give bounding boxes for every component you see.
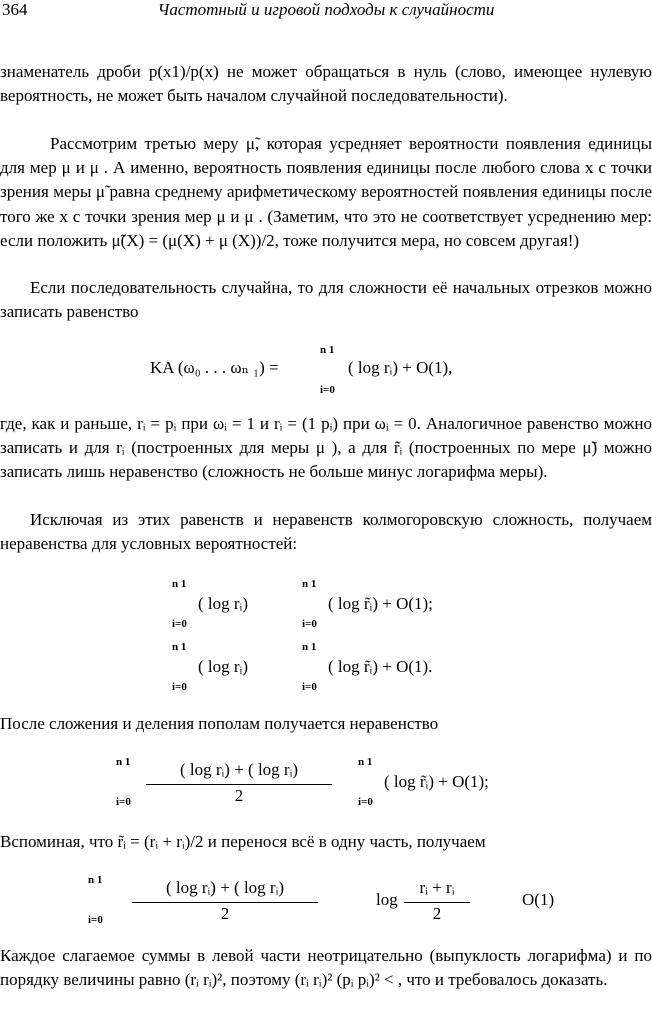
sum-lower-limit: i=0 — [88, 914, 103, 926]
sum-lower-limit: i=0 — [172, 681, 187, 693]
sum-upper-limit: n 1 — [302, 641, 317, 653]
fraction-denominator: 2 — [234, 786, 244, 805]
inequality-1-right: ( log r̃ᵢ) + O(1); — [328, 594, 433, 613]
paragraph-5: Исключая из этих равенств и неравенств колмогоровскую сложность, получаем неравенства для условных вероятностей: — [0, 510, 652, 554]
inequality-2-right: ( log r̃ᵢ) + O(1). — [328, 657, 433, 676]
paragraph-3: Если последовательность случайна, то для сложности её начальных отрезков можно записать равенство — [0, 278, 652, 322]
sum-upper-limit: n 1 — [116, 756, 131, 768]
inequality-2-left: ( log rᵢ) — [198, 657, 248, 676]
equation-1-rhs: ( log rᵢ) + O(1), — [348, 358, 453, 377]
sum-upper-limit: n 1 — [172, 641, 187, 653]
sum-upper-limit: n 1 — [88, 874, 103, 886]
log-operator: log — [376, 890, 398, 909]
sum-lower-limit: i=0 — [302, 618, 317, 630]
fraction-bar — [132, 902, 318, 903]
page-number: 364 — [2, 0, 28, 19]
fraction-bar — [146, 784, 332, 785]
fraction-denominator: 2 — [220, 904, 230, 923]
sum-lower-limit: i=0 — [358, 796, 373, 808]
paragraph-2: Рассмотрим третью меру μ̃, которая усредняет вероятности появления единицы для мер μ и μ . А именно, вероятность появления единицы после любого слова x с точки зрения меры μ̃ равна среднему арифметическому вероятностей появления единицы после того же x с точки зрения мер μ и μ . (Заметим, что это не соответствует усреднению мер: если положить μ̃(X) = (μ(X) + μ (X))/2, тоже получится мера, но совсем другая!) — [0, 134, 652, 250]
paragraph-4: где, как и раньше, rᵢ = pᵢ при ωᵢ = 1 и rᵢ = (1 pᵢ) при ωᵢ = 0. Аналогичное равенство можно записать и для rᵢ (построенных для меры μ ), а для r̃ᵢ (построенных по мере μ̃) можно записать лишь неравенство (сложность не больше минус логарифма меры). — [0, 414, 652, 482]
big-o-term: O(1) — [522, 890, 555, 909]
inequality-1-left: ( log rᵢ) — [198, 594, 248, 613]
sum-lower-limit: i=0 — [172, 618, 187, 630]
sum-upper-limit: n 1 — [320, 344, 335, 356]
log-fraction-numerator: rᵢ + rᵢ — [419, 878, 455, 897]
sum-upper-limit: n 1 — [302, 578, 317, 590]
running-header — [0, 0, 652, 22]
sum-lower-limit: i=0 — [116, 796, 131, 808]
running-title: Частотный и игровой подходы к случайности — [157, 0, 495, 19]
averaged-rhs: ( log r̃ᵢ) + O(1); — [384, 772, 489, 791]
sum-lower-limit: i=0 — [320, 384, 335, 396]
paragraph-8: Каждое слагаемое суммы в левой части неотрицательно (выпуклость логарифма) и по порядку величины равно (rᵢ rᵢ)², поэтому (rᵢ rᵢ)² (pᵢ pᵢ)² < , что и требовалось доказать. — [0, 946, 652, 990]
paragraph-1: знаменатель дроби p(x1)/p(x) не может обращаться в нуль (слово, имеющее нулевую вероятность, не может быть началом случайной последовательности). — [0, 62, 652, 106]
log-fraction-denominator: 2 — [432, 904, 442, 923]
sum-upper-limit: n 1 — [172, 578, 187, 590]
sum-lower-limit: i=0 — [302, 681, 317, 693]
paragraph-6: После сложения и деления пополам получается неравенство — [0, 714, 439, 733]
sum-upper-limit: n 1 — [358, 756, 373, 768]
equation-1-lhs: KA (ω₀ . . . ωₙ ₁) = — [150, 358, 279, 377]
fraction-numerator: ( log rᵢ) + ( log rᵢ) — [179, 760, 299, 779]
fraction-bar — [404, 902, 470, 903]
fraction-numerator: ( log rᵢ) + ( log rᵢ) — [165, 878, 285, 897]
paragraph-7: Вспоминая, что r̃ᵢ = (rᵢ + rᵢ)/2 и перенося всё в одну часть, получаем — [0, 832, 486, 851]
